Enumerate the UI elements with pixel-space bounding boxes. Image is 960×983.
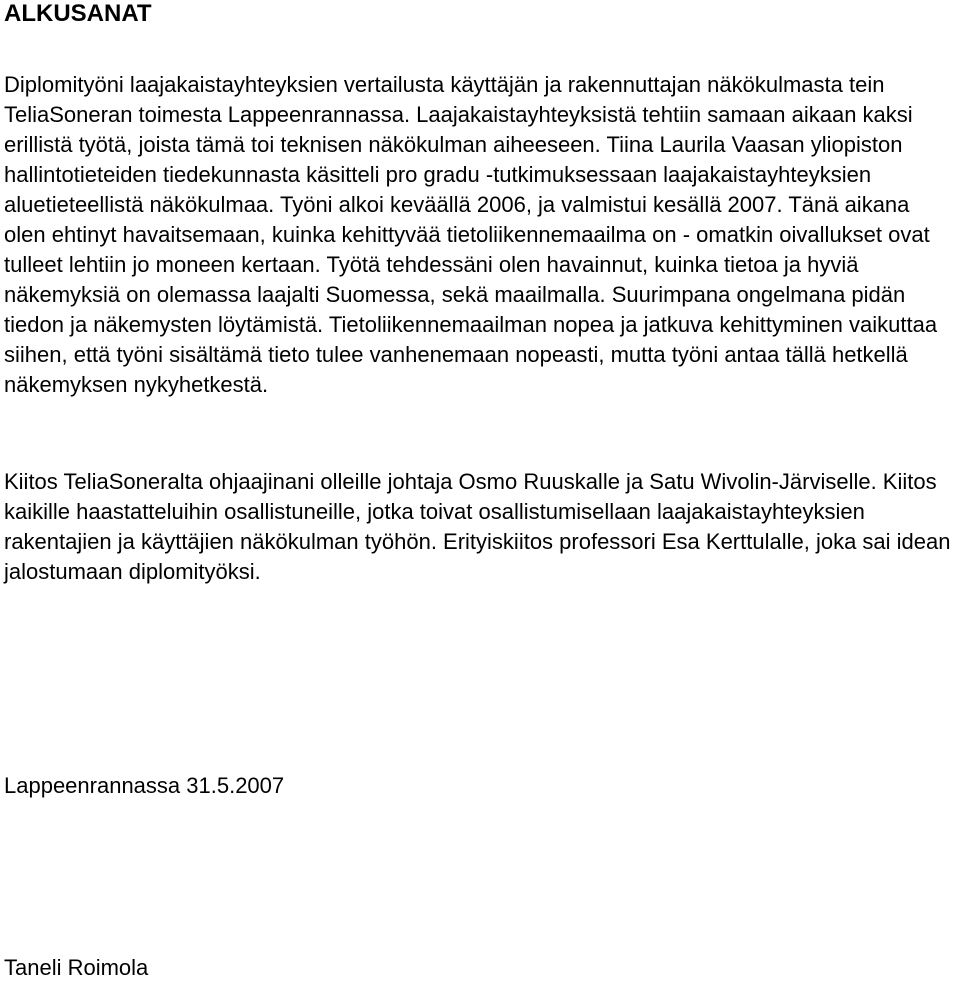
paragraph-acknowledgements: Kiitos TeliaSoneralta ohjaajinani olleille johtaja Osmo Ruuskalle ja Satu Wivolin-Järviselle. Kiitos kaikille haastatteluihin osallistuneille, jotka toivat osallistumisellaan laajakaistayhteyksien rakentajien ja käyttäjien näkökulman työhön. Erityiskiitos professori Esa Kerttulalle, joka sai idean jalostumaan diplomityöksi. — [4, 469, 951, 584]
document-heading: ALKUSANAT — [4, 0, 152, 27]
author-signature: Taneli Roimola — [4, 955, 149, 980]
place-and-date: Lappeenrannassa 31.5.2007 — [4, 773, 285, 798]
paragraph-thesis-background: Diplomityöni laajakaistayhteyksien vertailusta käyttäjän ja rakennuttajan näkökulmasta tein TeliaSoneran toimesta Lappeenrannassa. Laajakaistayhteyksistä tehtiin samaan aikaan kaksi erillistä työtä, joista tämä toi teknisen näkökulman aiheeseen. Tiina Laurila Vaasan yliopiston hallintotieteiden tiedekunnasta käsitteli pro gradu -tutkimuksessaan laajakaistayhteyksien aluetieteellistä näkökulmaa. Työni alkoi keväällä 2006, ja valmistui kesällä 2007. Tänä aikana olen ehtinyt havaitsemaan, kuinka kehittyvää tietoliikennemaailma on - omatkin oivallukset ovat tulleet lehtiin jo moneen kertaan. Työtä tehdessäni olen havainnut, kuinka tietoa ja hyviä näkemyksiä on olemassa laajalti Suomessa, sekä maailmalla. Suurimpana ongelmana pidän tiedon ja näkemysten löytämistä. Tietoliikennemaailman nopea ja jatkuva kehittyminen vaikuttaa siihen, että työni sisältämä tieto tulee vanhenemaan nopeasti, mutta työni antaa tällä hetkellä näkemyksen nykyhetkestä. — [4, 72, 938, 397]
